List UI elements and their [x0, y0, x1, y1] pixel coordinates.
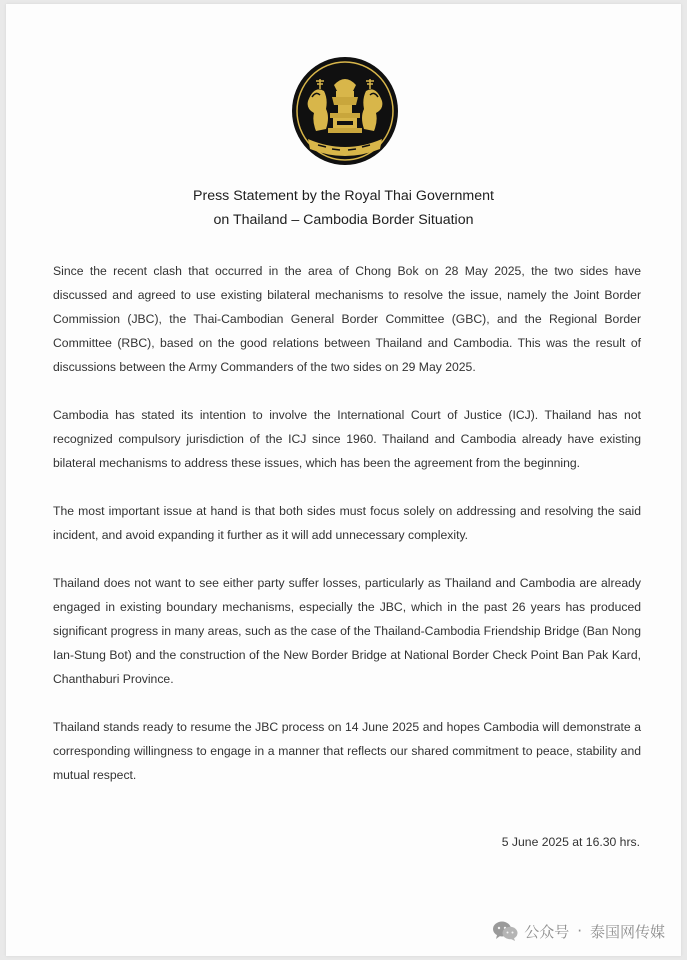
wechat-icon [492, 920, 518, 942]
title-line-1: Press Statement by the Royal Thai Government [193, 188, 494, 204]
statement-body [53, 259, 641, 811]
paragraph-5: Thailand stands ready to resume the JBC process on 14 June 2025 and hopes Cambodia will demonstrate a corresponding willingness to engage in a manner that reflects our shared commitment to peace, stability and mutual respect. [53, 720, 641, 782]
paragraph-2: Cambodia has stated its intention to involve the International Court of Justice (ICJ). Thailand has not recognized compulsory jurisdiction of the ICJ since 1960. Thailand and Cambodia already have existing bilateral mechanisms to address these issues, which has been the agreement from the beginning. [53, 408, 641, 470]
watermark-label: 公众号 [524, 922, 570, 941]
statement-title [0, 184, 687, 232]
royal-thai-government-seal-icon [290, 55, 400, 167]
paragraph-4: Thailand does not want to see either party suffer losses, particularly as Thailand and Cambodia are already engaged in existing boundary mechanisms, especially the JBC, which in the past 26 years has produced significant progress in many areas, such as the case of the Thailand-Cambodia Friendship Bridge (Ban Nong Ian-Stung Bot) and the construction of the New Border Bridge at National Border Check Point Ban Pak Kard, Chanthaburi Province. [53, 576, 641, 686]
statement-date: 5 June 2025 at 16.30 hrs. [501, 835, 640, 849]
paragraph-1: Since the recent clash that occurred in the area of Chong Bok on 28 May 2025, the two sides have discussed and agreed to use existing bilateral mechanisms to resolve the issue, namely the Joint Border Commission (JBC), the Thai-Cambodian General Border Committee (GBC), and the Regional Border Committee (RBC), based on the good relations between Thailand and Cambodia. This was the result of discussions between the Army Commanders of the two sides on 29 May 2025. [53, 264, 641, 374]
watermark-account: 泰国网传媒 [589, 922, 665, 941]
wechat-watermark [492, 920, 665, 942]
watermark-separator: · [577, 922, 582, 940]
paragraph-3: The most important issue at hand is that both sides must focus solely on addressing and resolving the said incident, and avoid expanding it further as it will add unnecessary complexity. [53, 504, 641, 542]
title-line-2: on Thailand – Cambodia Border Situation [213, 212, 474, 228]
